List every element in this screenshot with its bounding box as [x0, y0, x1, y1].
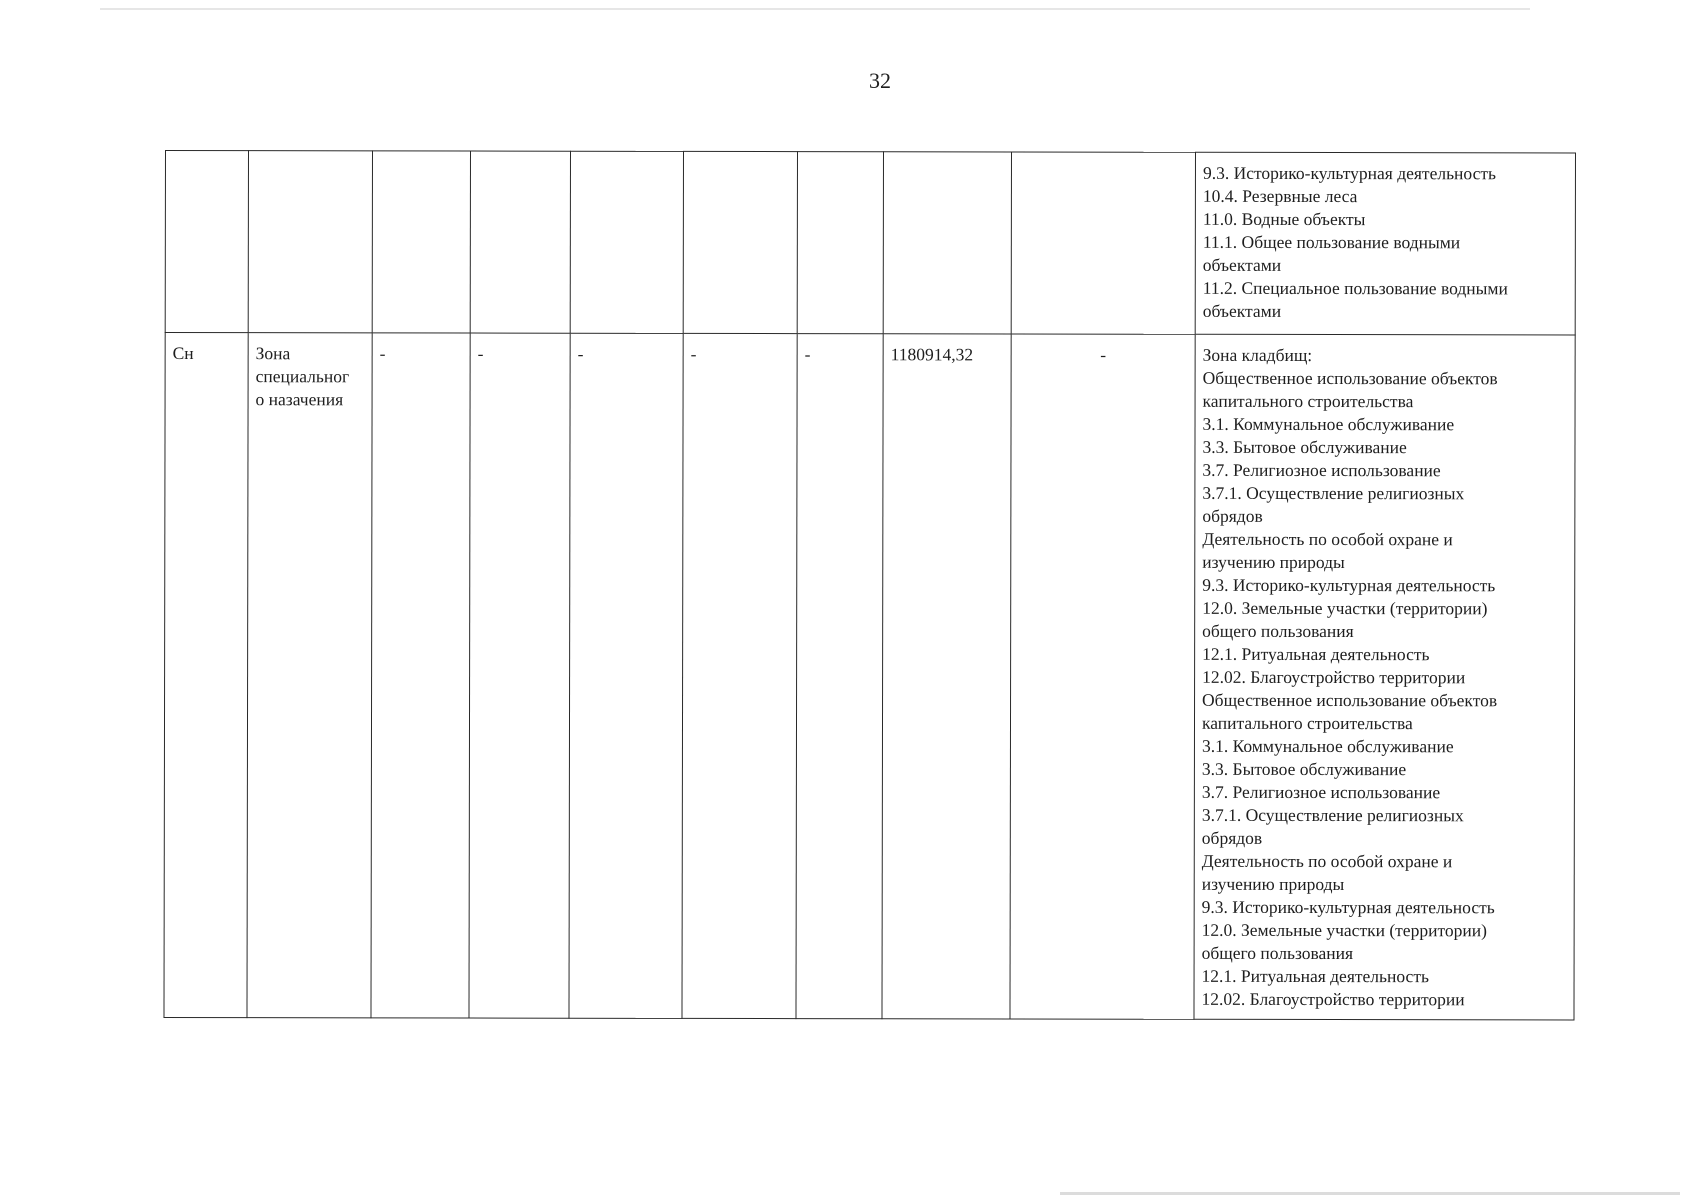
page-number: 32 [869, 68, 891, 93]
permitted-uses-cell [1195, 152, 1575, 335]
use-line: капитального строительства [1202, 390, 1414, 412]
use-line: 12.1. Ритуальная деятельность [1202, 643, 1430, 665]
use-line: обрядов [1202, 505, 1263, 526]
table-cell [372, 151, 470, 333]
use-line: 12.02. Благоустройство территории [1201, 988, 1465, 1010]
use-line: Зона кладбищ: [1202, 344, 1313, 366]
scan-bottom-edge [1060, 1192, 1680, 1195]
use-line: 3.1. Коммунальное обслуживание [1202, 413, 1455, 435]
use-line: 3.3. Бытовое обслуживание [1201, 758, 1407, 780]
use-line: объектами [1202, 300, 1282, 321]
table-row [165, 151, 1575, 335]
table-cell [1011, 152, 1195, 334]
use-line: 3.7. Религиозное использование [1202, 459, 1441, 481]
use-line: 3.7. Религиозное использование [1201, 781, 1441, 803]
use-line: Деятельность по особой охране и [1201, 850, 1453, 872]
use-line: Деятельность по особой охране и [1202, 528, 1453, 550]
zoning-table [163, 150, 1576, 1020]
use-line: 12.0. Земельные участки (территории) [1202, 597, 1488, 619]
table-cell: - [469, 333, 570, 1018]
table-cell [470, 151, 570, 333]
use-line: Общественное использование объектов [1202, 689, 1498, 711]
use-line: Общественное использование объектов [1202, 367, 1498, 389]
zone-name-cell [247, 333, 372, 1018]
table-cell: - [682, 333, 797, 1018]
scan-top-edge [100, 8, 1530, 10]
zone-code-cell [165, 151, 248, 333]
table-cell [570, 151, 683, 333]
use-line: 11.0. Водные объекты [1202, 208, 1366, 230]
use-line: 10.4. Резервные леса [1202, 185, 1358, 207]
use-line: изучению природы [1201, 873, 1345, 895]
use-line: 3.3. Бытовое обслуживание [1202, 436, 1407, 458]
use-line: 3.1. Коммунальное обслуживание [1201, 735, 1454, 757]
zone-name-line: Зона [255, 343, 291, 364]
use-line: изучению природы [1202, 551, 1345, 573]
use-line: обрядов [1201, 827, 1263, 848]
table-cell: - [1010, 334, 1195, 1019]
table-cell [797, 152, 883, 334]
table-cell: - [569, 333, 683, 1018]
use-line: 11.2. Специальное пользование водными [1202, 277, 1508, 299]
use-line: общего пользования [1202, 620, 1354, 642]
zone-name-line: специальног [255, 366, 350, 387]
table-cell: - [371, 333, 470, 1018]
use-line: 3.7.1. Осуществление религиозных [1201, 804, 1464, 826]
zone-code-cell: Сн [164, 333, 248, 1018]
use-line: объектами [1202, 254, 1282, 275]
use-line: 9.3. Историко-культурная деятельность [1202, 574, 1496, 596]
table-cell: - [796, 334, 883, 1019]
use-line: капитального строительства [1201, 712, 1413, 734]
zone-name-cell [248, 151, 372, 333]
area-cell: 1180914,32 [882, 334, 1011, 1019]
use-line: 3.7.1. Осуществление религиозных [1202, 482, 1465, 504]
use-line: 12.0. Земельные участки (территории) [1201, 919, 1487, 941]
table-cell [683, 151, 797, 333]
table-row [164, 333, 1575, 1020]
use-line: 11.1. Общее пользование водными [1202, 231, 1461, 253]
use-line: общего пользования [1201, 942, 1354, 964]
use-line: 12.02. Благоустройство территории [1202, 666, 1466, 688]
use-line: 9.3. Историко-культурная деятельность [1201, 896, 1495, 918]
zone-name-line: о назачения [255, 389, 344, 410]
use-line: 9.3. Историко-культурная деятельность [1202, 162, 1497, 184]
permitted-uses-cell [1194, 334, 1575, 1020]
use-line: 12.1. Ритуальная деятельность [1201, 965, 1429, 987]
area-cell [883, 152, 1011, 334]
